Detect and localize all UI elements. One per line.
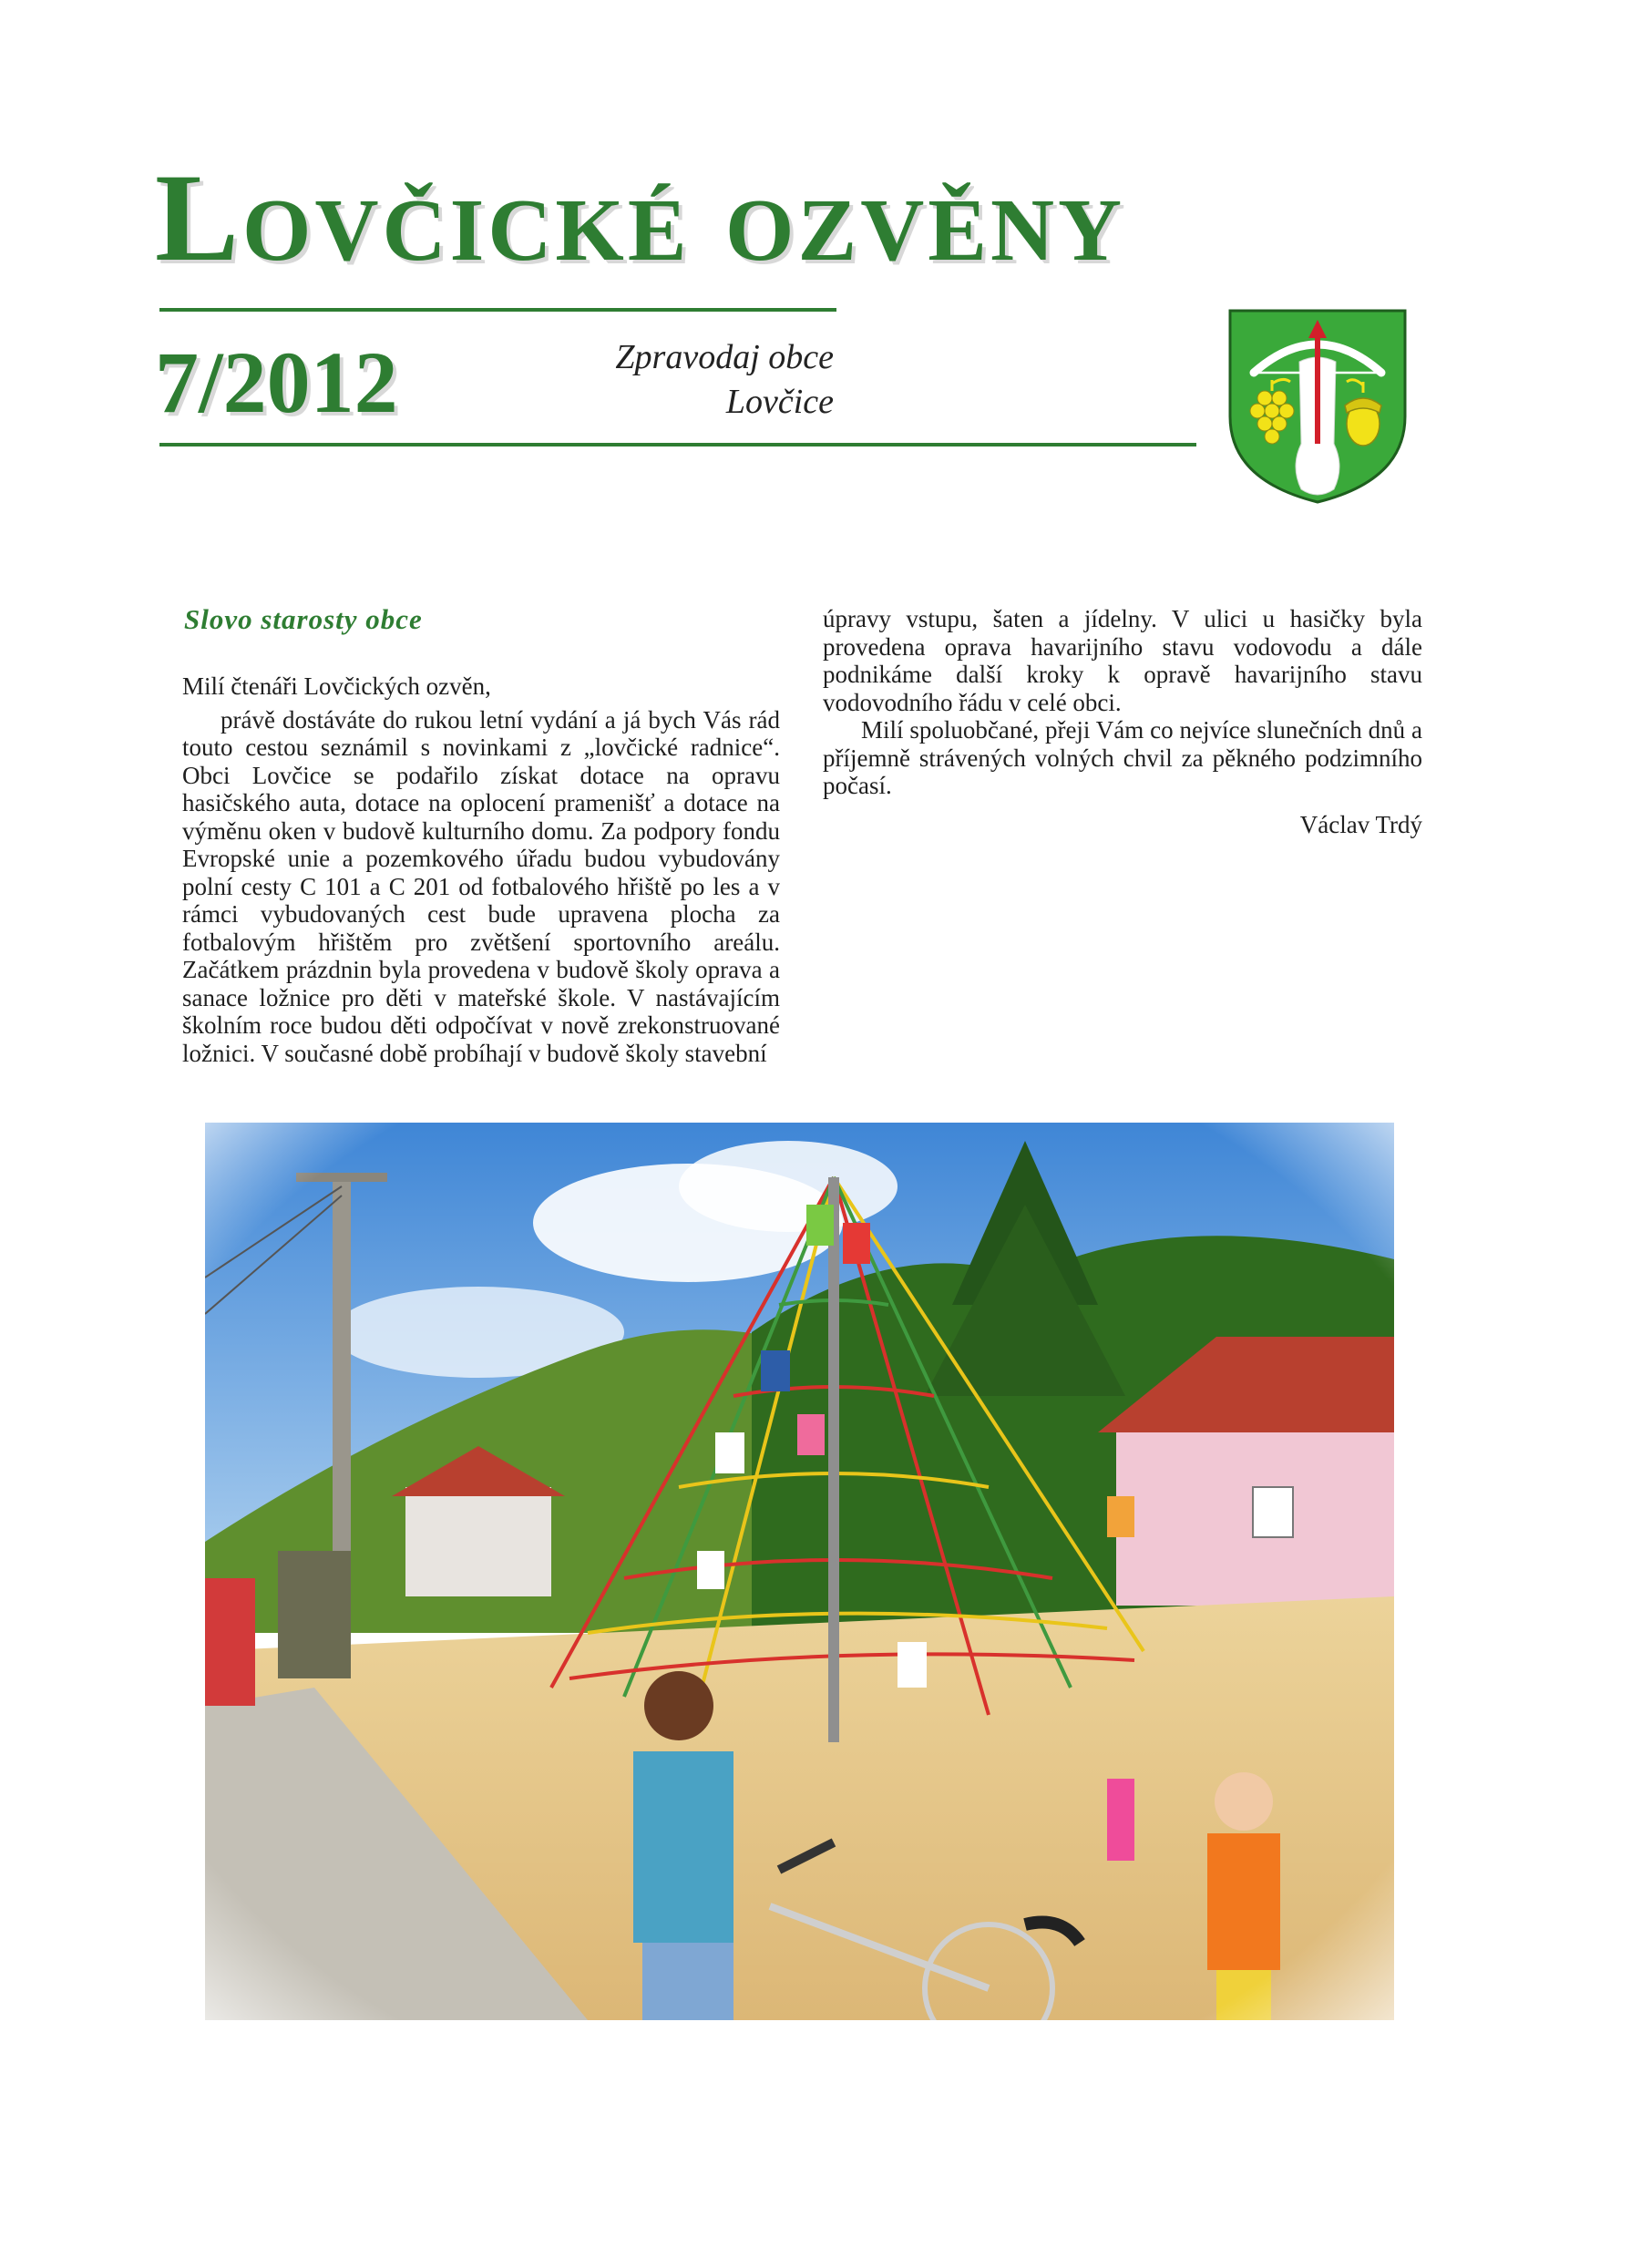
article-signature: Václav Trdý [1299,810,1422,838]
masthead-title: Lovčické ozvěny [155,148,1126,287]
article-column-right [823,605,1422,838]
masthead-rule-bottom [159,443,1196,446]
masthead-subtitle [547,335,834,425]
subtitle-line-2: Lovčice [725,383,834,421]
section-heading: Slovo starosty obce [184,603,423,635]
coat-of-arms-icon [1226,307,1409,506]
article-paragraph-1-part-2: úpravy vstupu, šaten a jídelny. V ulici u hasičky byla provedena oprava havarijního stavu vodovodu a dále podnikáme další kroky k opravě havarijního stavu vodovodního řádu v celé obci. [823,605,1422,716]
article-column-left [182,672,780,1067]
playground-photo [205,1123,1394,2020]
article-greeting: Milí čtenáři Lovčických ozvěn, [182,672,491,700]
article-paragraph-2: Milí spoluobčané, přeji Vám co nejvíce slunečních dnů a příjemně strávených volných chvil za pěkného podzimního počasí. [823,716,1422,799]
article-paragraph-1-part-1: právě dostáváte do rukou letní vydání a já bych Vás rád touto cestou seznámil s novinkami z „lovčické radnice“. Obci Lovčice se podařilo získat dotace na opravu hasičského auta, dotace na oplocení pramenišť a dotace na výměnu oken v budově kulturního domu. Za podpory fondu Evropské unie a pozemkového úřadu budou vybudovány polní cesty C 101 a C 201 od fotbalového hřiště po les a v rámci vybudovaných cest bude upravena plocha za fotbalovým hřištěm pro zvětšení sportovního areálu. Začátkem prázdnin byla provedena v budově školy oprava a sanace ložnice pro děti v mateřské škole. V nastávajícím školním roce budou děti odpočívat v nově zrekonstruované ložnici. V současné době probíhají v budově školy stavební [182,705,780,1067]
issue-number: 7/2012 [155,334,398,431]
subtitle-line-1: Zpravodaj obce [615,338,834,376]
masthead-rule-top [159,308,836,312]
